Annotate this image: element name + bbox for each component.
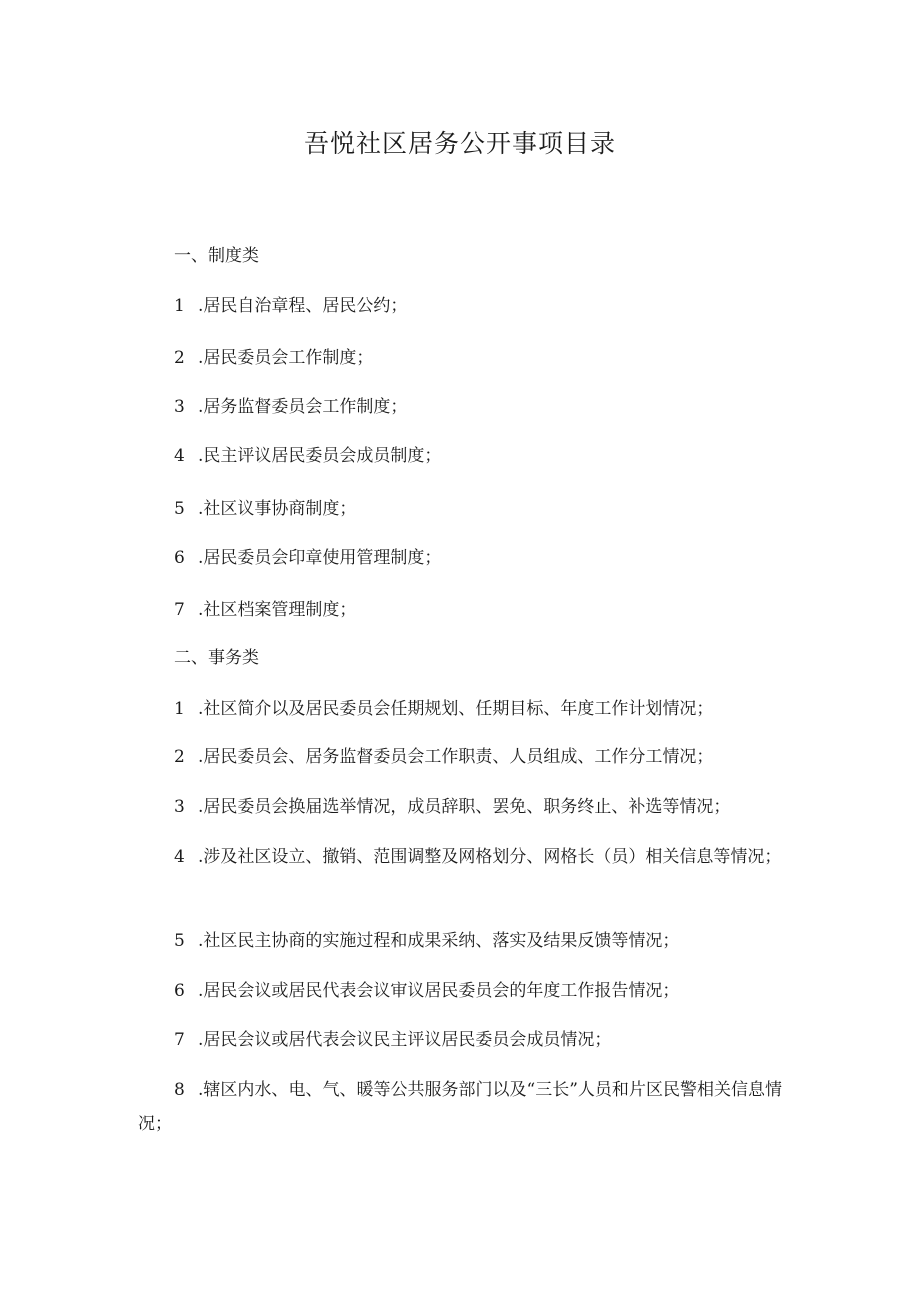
page-title: 吾悦社区居务公开事项目录 xyxy=(303,129,616,158)
list-item xyxy=(138,1073,782,1141)
list-item xyxy=(174,444,441,468)
item-number: 4 xyxy=(174,446,185,466)
list-item xyxy=(174,346,373,370)
list-item xyxy=(174,598,356,622)
item-number: 4 xyxy=(174,847,185,867)
item-number: 3 xyxy=(174,397,185,417)
section-heading-system: 一、制度类 xyxy=(174,246,259,266)
item-text: .民主评议居民委员会成员制度； xyxy=(198,446,442,466)
list-item xyxy=(174,395,407,419)
list-item xyxy=(174,546,441,570)
item-text: .居民自治章程、居民公约； xyxy=(198,296,408,316)
list-item xyxy=(174,697,713,721)
item-text: .社区档案管理制度； xyxy=(198,600,357,620)
item-text: .居民委员会印章使用管理制度； xyxy=(198,548,442,568)
list-item xyxy=(174,497,356,521)
item-text: .辖区内水、电、气、暖等公共服务部门以及“三长”人员和片区民警相关信息情况； xyxy=(138,1080,782,1134)
list-item xyxy=(174,795,730,819)
item-text: .居民委员会换届选举情况，成员辞职、罢免、职务终止、补选等情况； xyxy=(198,797,731,817)
section-heading-affairs: 二、事务类 xyxy=(174,648,259,668)
item-text: .社区议事协商制度； xyxy=(198,499,357,519)
item-number: 7 xyxy=(174,1030,185,1050)
item-number: 6 xyxy=(174,981,185,1001)
item-number: 2 xyxy=(174,747,185,767)
item-number: 5 xyxy=(174,931,185,951)
item-text: .居民委员会工作制度； xyxy=(198,348,374,368)
item-text: .居民会议或居代表会议民主评议居民委员会成员情况； xyxy=(198,1030,612,1050)
item-number: 1 xyxy=(174,699,185,719)
list-item xyxy=(174,745,713,769)
list-item xyxy=(174,979,679,1003)
item-text: .社区简介以及居民委员会任期规划、任期目标、年度工作计划情况； xyxy=(198,699,714,719)
item-text: .社区民主协商的实施过程和成果采纳、落实及结果反馈等情况； xyxy=(198,931,680,951)
item-text: .居民委员会、居务监督委员会工作职责、人员组成、工作分工情况； xyxy=(198,747,714,767)
list-item xyxy=(138,840,782,874)
item-number: 8 xyxy=(174,1080,185,1100)
item-text: .居务监督委员会工作制度； xyxy=(198,397,408,417)
item-number: 6 xyxy=(174,548,185,568)
item-number: 3 xyxy=(174,797,185,817)
item-number: 7 xyxy=(174,600,185,620)
item-text: .涉及社区设立、撤销、范围调整及网格划分、网格长（员）相关信息等情况； xyxy=(198,847,782,867)
item-number: 1 xyxy=(174,296,185,316)
item-text: .居民会议或居民代表会议审议居民委员会的年度工作报告情况； xyxy=(198,981,680,1001)
item-number: 2 xyxy=(174,348,185,368)
item-number: 5 xyxy=(174,499,185,519)
list-item xyxy=(174,929,679,953)
list-item xyxy=(174,294,407,318)
list-item xyxy=(174,1028,611,1052)
